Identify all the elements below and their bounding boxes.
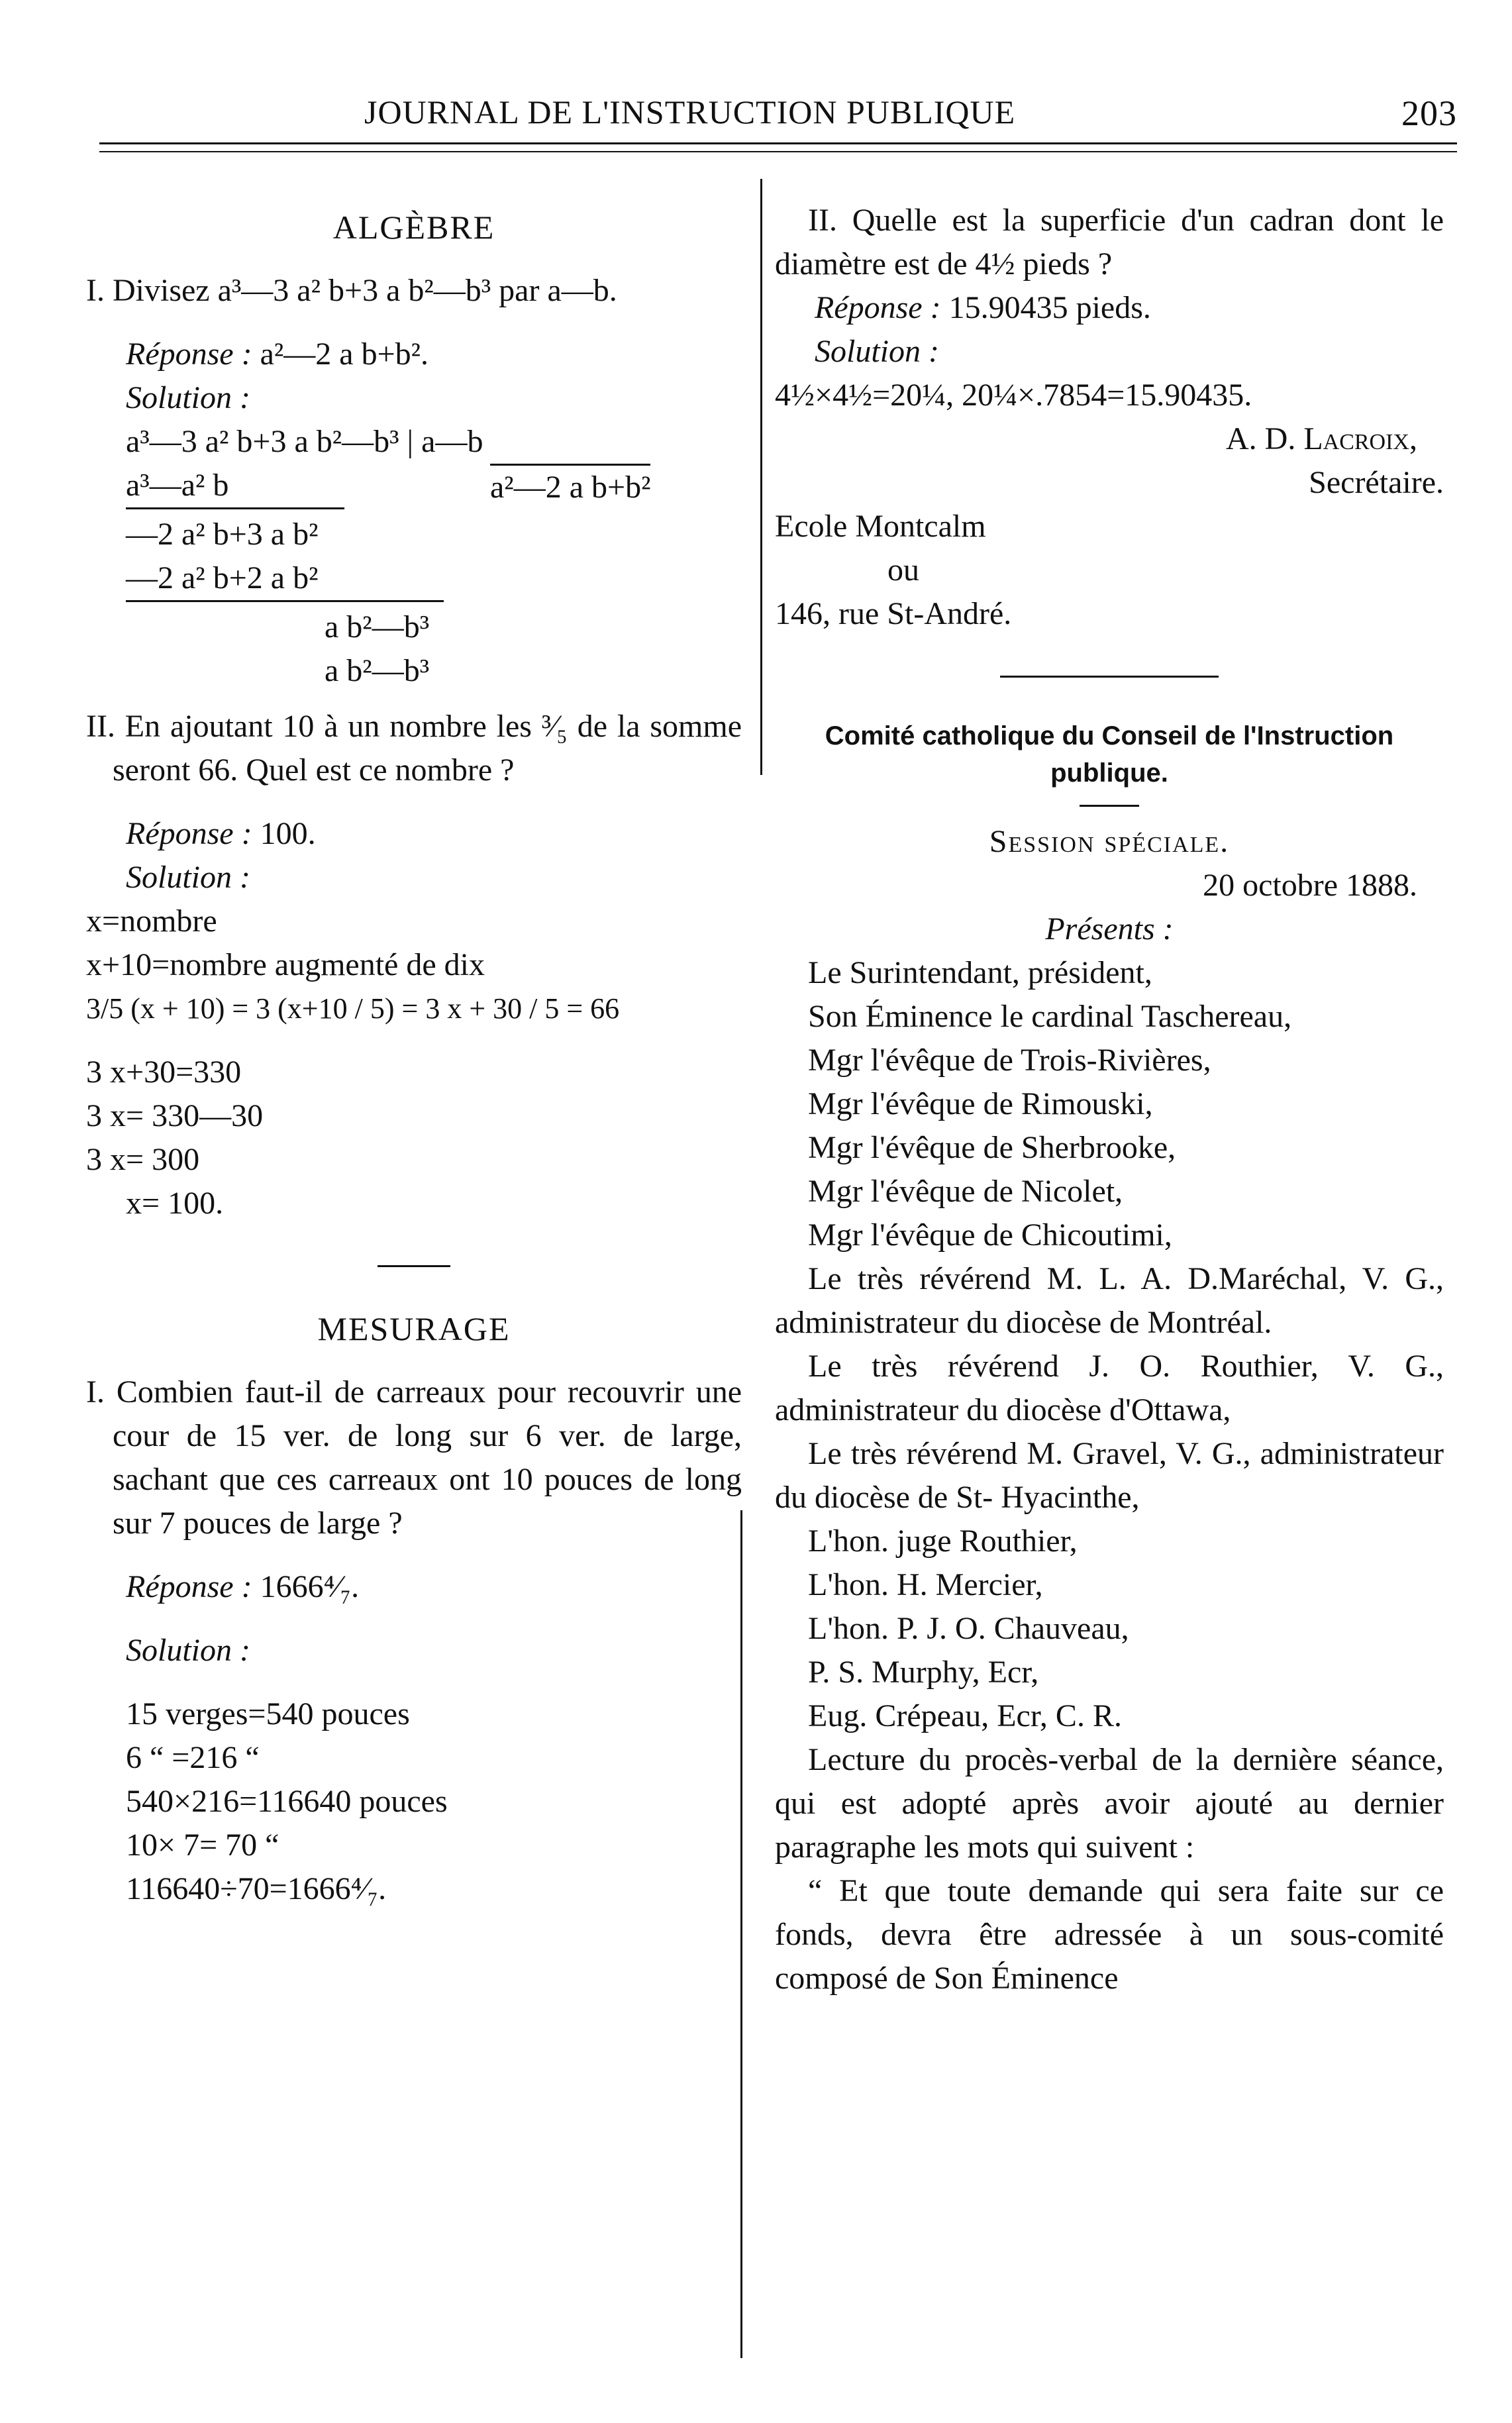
answer-label: Réponse : — [126, 1569, 252, 1604]
attendee: Mgr l'évêque de Rimouski, — [808, 1086, 1153, 1121]
attendee: Le Surintendant, président, — [808, 955, 1152, 990]
division-step-3: —2 a² b+2 a b² — [126, 560, 319, 595]
committee-heading: Comité catholique du Conseil de l'Instruction publique. — [825, 721, 1394, 788]
division-rule — [126, 600, 444, 602]
answer-value: 15.90435 pieds. — [948, 290, 1151, 325]
solution-2-line: x+10=nombre augmenté de dix — [86, 947, 485, 982]
answer-label: Réponse : — [126, 816, 252, 851]
solution-label: Solution : — [815, 334, 939, 369]
question-2: II. En ajoutant 10 à un nombre les ³⁄₅ de la somme seront 66. Quel est ce nombre ? — [86, 709, 742, 788]
solution-3-line: 15 verges=540 pouces — [126, 1696, 410, 1731]
section-divider — [1000, 676, 1219, 678]
attendee-list — [775, 951, 1444, 1738]
attendee: Son Éminence le cardinal Taschereau, — [808, 999, 1292, 1034]
mesurage-heading: MESURAGE — [317, 1310, 511, 1347]
answer-4 — [775, 286, 1444, 330]
answer-2 — [86, 812, 742, 856]
section-divider — [1080, 805, 1139, 807]
solution-3-line: 540×216=116640 pouces — [126, 1784, 448, 1819]
school-name: Ecole Montcalm — [775, 509, 986, 544]
answer-value: 100. — [260, 816, 316, 851]
attendee: P. S. Murphy, Ecr, — [808, 1655, 1039, 1690]
school-or: ou — [887, 552, 919, 588]
session-heading: Session spéciale. — [989, 824, 1230, 859]
answer-3 — [86, 1565, 742, 1609]
solution-label: Solution : — [126, 860, 250, 895]
answer-label: Réponse : — [815, 290, 941, 325]
signature-name — [775, 417, 1444, 461]
solution-3-line: 116640÷70=1666⁴⁄₇. — [126, 1871, 387, 1906]
solution-2-line: 3 x+30=330 — [86, 1055, 242, 1090]
division-rule — [126, 507, 344, 509]
attendee: Mgr l'évêque de Trois-Rivières, — [808, 1043, 1211, 1078]
question-1: I. Divisez a³—3 a² b+3 a b²—b³ par a—b. — [86, 273, 617, 308]
attendee: Mgr l'évêque de Chicoutimi, — [808, 1217, 1172, 1253]
signature-title: Secrétaire. — [1309, 465, 1444, 500]
division-step-1: a³—a² b — [126, 468, 229, 503]
attendee: Mgr l'évêque de Sherbrooke, — [808, 1130, 1176, 1165]
algebra-heading: ALGÈBRE — [332, 209, 495, 246]
column-divider-top — [760, 179, 762, 775]
attendee: Le très révérend M. Gravel, V. G., administrateur du diocèse de St- Hyacinthe, — [775, 1436, 1444, 1515]
answer-value: 1666⁴⁄₇. — [260, 1569, 360, 1604]
answer-label: Réponse : — [126, 336, 252, 372]
division-step-5: a b²—b³ — [325, 653, 430, 688]
presents-label: Présents : — [1045, 911, 1174, 947]
division-work — [126, 420, 742, 705]
attendee: L'hon. juge Routhier, — [808, 1523, 1078, 1559]
division-quotient: a²—2 a b+b² — [490, 464, 650, 509]
attendee: Mgr l'évêque de Nicolet, — [808, 1174, 1123, 1209]
header-rule — [99, 142, 1457, 144]
attendee: Le très révérend M. L. A. D.Maréchal, V. G., administrateur du diocèse de Montréal. — [775, 1261, 1444, 1340]
attendee: L'hon. P. J. O. Chauveau, — [808, 1611, 1129, 1646]
division-step-4: a b²—b³ — [325, 609, 430, 644]
page-number: 203 — [1401, 93, 1457, 133]
left-column — [86, 205, 742, 1911]
division-dividend: a³—3 a² b+3 a b²—b³ | a—b — [126, 424, 483, 459]
school-address: 146, rue St-André. — [775, 596, 1012, 631]
question-3: I. Combien faut-il de carreaux pour recouvrir une cour de 15 ver. de long sur 6 ver. de large, sachant que ces carreaux ont 10 pouces de long sur 7 pouces de large ? — [86, 1374, 742, 1541]
solution-2-line: 3 x= 300 — [86, 1142, 200, 1177]
attendee: Le très révérend J. O. Routhier, V. G., administrateur du diocèse d'Ottawa, — [775, 1349, 1444, 1427]
solution-3-line: 10× 7= 70 “ — [126, 1828, 279, 1863]
attendee: Eug. Crépeau, Ecr, C. R. — [808, 1698, 1122, 1733]
solution-2-line: x= 100. — [126, 1186, 224, 1221]
attendee: L'hon. H. Mercier, — [808, 1567, 1043, 1602]
solution-2-line: 3 x= 330—30 — [86, 1098, 264, 1133]
right-column — [775, 199, 1444, 2000]
session-date: 20 octobre 1888. — [1203, 868, 1417, 903]
solution-label: Solution : — [126, 380, 250, 415]
section-divider — [378, 1265, 450, 1267]
quote-paragraph: “ Et que toute demande qui sera faite sur ce fonds, devra être adressée à un sous-comité composé de Son Éminence — [775, 1873, 1444, 1996]
solution-3-line: 6 “ =216 “ — [126, 1740, 260, 1775]
solution-label: Solution : — [126, 1633, 250, 1668]
solution-2-equation: 3/5 (x + 10) = 3 (x+10 / 5) = 3 x + 30 / 5 = 66 — [86, 992, 620, 1025]
minutes-paragraph: Lecture du procès-verbal de la dernière séance, qui est adopté après avoir ajouté au dernier paragraphe les mots qui suivent : — [775, 1742, 1444, 1865]
question-4: II. Quelle est la superficie d'un cadran dont le diamètre est de 4½ pieds ? — [775, 203, 1444, 282]
running-header — [99, 86, 1457, 132]
answer-1 — [86, 333, 742, 376]
signature-name-text: A. D. Lacroix, — [1226, 421, 1417, 456]
answer-value: a²—2 a b+b². — [260, 336, 429, 372]
header-rule-thin — [99, 151, 1457, 152]
solution-4-line: 4½×4½=20¼, 20¼×.7854=15.90435. — [775, 378, 1252, 413]
solution-2-line: x=nombre — [86, 903, 217, 939]
division-step-2: —2 a² b+3 a b² — [126, 517, 319, 552]
journal-title: JOURNAL DE L'INSTRUCTION PUBLIQUE — [364, 93, 1016, 130]
